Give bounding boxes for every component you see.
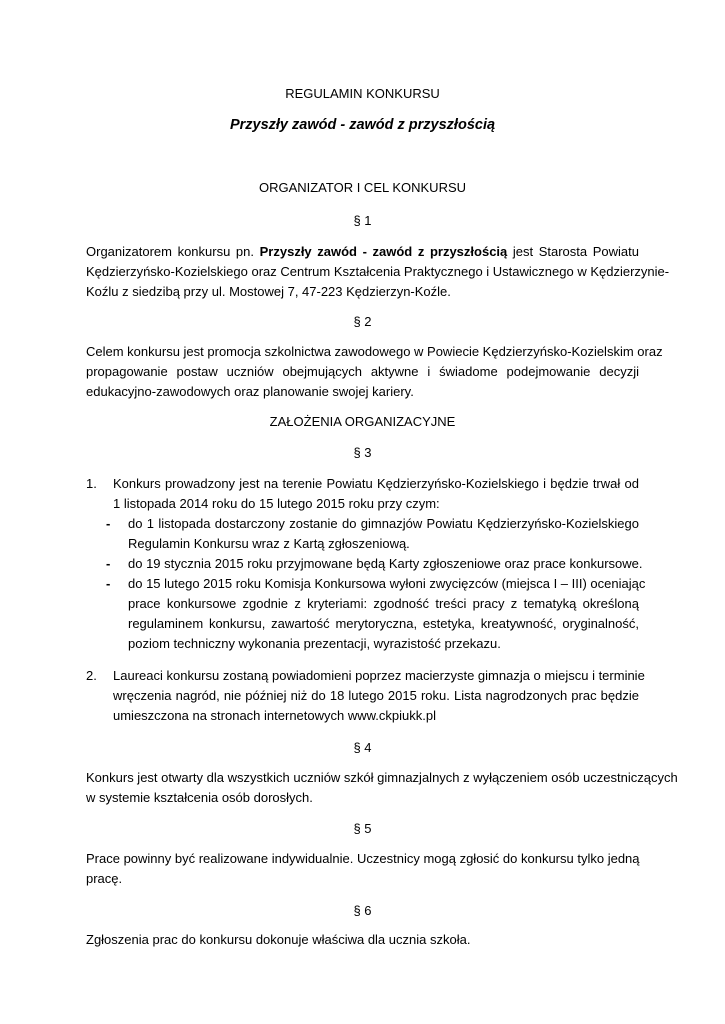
s5-line-1: Prace powinny być realizowane indywidualnie. Uczestnicy mogą zgłosić do konkursu tylko jedną [86,851,640,866]
item2-line-1: Laureaci konkursu zostaną powiadomieni poprzez macierzyste gimnazja o miejscu i terminie [113,668,645,683]
s2-line-1: Celem konkursu jest promocja szkolnictwa zawodowego w Powiecie Kędzierzyńsko-Kozielskim oraz [86,344,663,359]
item2-line-2: wręczenia nagród, nie później niż do 18 lutego 2015 roku. Lista nagrodzonych prac będzie [113,688,639,703]
section-heading-organizer: ORGANIZATOR I CEL KONKURSU [258,180,467,195]
paragraph-symbol-1: § 1 [353,213,372,228]
bullet3-line-3: regulaminem konkursu, zawartość merytoryczna, estetyka, kreatywność, oryginalność, [128,616,639,631]
bullet-dash-2: - [106,556,111,571]
s4-line-1: Konkurs jest otwarty dla wszystkich uczniów szkół gimnazjalnych z wyłączeniem osób uczestniczących [86,770,678,785]
list-number-2: 2. [86,668,97,683]
bullet3-line-1: do 15 lutego 2015 roku Komisja Konkursowa wyłoni zwycięzców (miejsca I – III) oceniając [128,576,646,591]
bullet-dash-3: - [106,576,111,591]
item1-line-1: Konkurs prowadzony jest na terenie Powiatu Kędzierzyńsko-Kozielskiego i będzie trwał od [113,476,639,491]
s5-line-2: pracę. [86,871,123,886]
item2-line-3: umieszczona na stronach internetowych www.ckpiukk.pl [113,708,436,723]
bullet3-line-4: poziom techniczny wykonania prezentacji, wyrazistość przekazu. [128,636,501,651]
paragraph-symbol-6: § 6 [353,903,372,918]
contest-name-bold: Przyszły zawód - zawód z przyszłością [259,244,508,259]
s4-line-2: w systemie kształcenia osób dorosłych. [86,790,313,805]
document-heading: REGULAMIN KONKURSU [285,86,440,101]
bullet-dash-1: - [106,516,111,531]
item1-line-2: 1 listopada 2014 roku do 15 lutego 2015 roku przy czym: [113,496,440,511]
s1-line-2: Kędzierzyńsko-Kozielskiego oraz Centrum Kształcenia Praktycznego i Ustawicznego w Kędzierzynie- [86,264,670,279]
s1-line-3: Koźlu z siedzibą przy ul. Mostowej 7, 47-223 Kędzierzyn-Koźle. [86,284,451,299]
bullet2-line-1: do 19 stycznia 2015 roku przyjmowane będą Karty zgłoszeniowe oraz prace konkursowe. [128,556,643,571]
paragraph-symbol-5: § 5 [353,821,372,836]
s2-line-3: edukacyjno-zawodowych oraz planowanie swojej kariery. [86,384,414,399]
s1-line-1-end: jest Starosta Powiatu [512,244,639,259]
paragraph-symbol-4: § 4 [353,740,372,755]
section-heading-organization: ZAŁOŻENIA ORGANIZACYJNE [269,414,456,429]
s1-line-1 [86,242,639,262]
bullet1-line-2: Regulamin Konkursu wraz z Kartą zgłoszeniową. [128,536,410,551]
paragraph-symbol-3: § 3 [353,445,372,460]
s1-line-1-start: Organizatorem konkursu pn. [86,244,255,259]
list-number-1: 1. [86,476,97,491]
bullet3-line-2: prace konkursowe zgodnie z kryteriami: zgodność treści pracy z tematyką określoną [128,596,639,611]
s2-line-2: propagowanie postaw uczniów obejmujących aktywne i świadome podejmowanie decyzji [86,364,639,379]
s6-line-1: Zgłoszenia prac do konkursu dokonuje właściwa dla ucznia szkoła. [86,932,471,947]
document-subtitle: Przyszły zawód - zawód z przyszłością [229,117,496,133]
bullet1-line-1: do 1 listopada dostarczony zostanie do gimnazjów Powiatu Kędzierzyńsko-Kozielskiego [128,516,639,531]
paragraph-symbol-2: § 2 [353,314,372,329]
